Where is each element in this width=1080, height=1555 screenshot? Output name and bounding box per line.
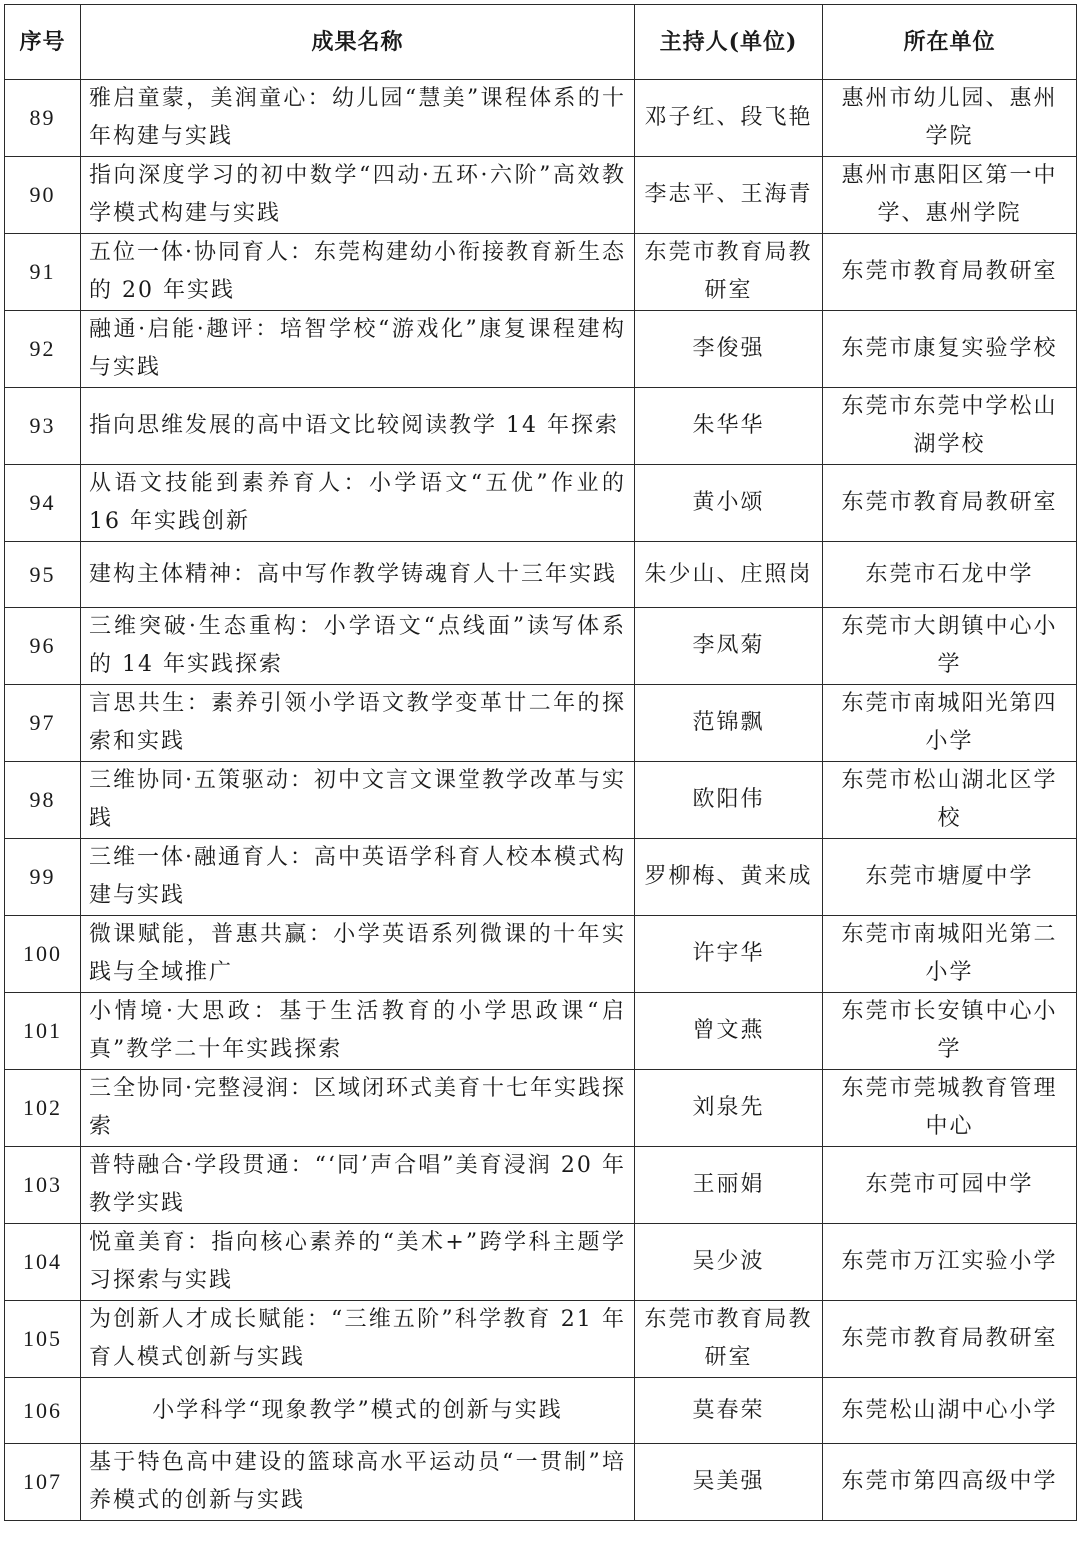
table-row <box>5 80 1077 157</box>
header-title: 成果名称 <box>81 5 635 80</box>
unit-name: 东莞市万江实验小学 <box>823 1224 1077 1301</box>
host-name: 邓子红、段飞艳 <box>635 80 823 157</box>
row-number: 107 <box>5 1444 81 1521</box>
host-name: 东莞市教育局教研室 <box>635 1301 823 1378</box>
table-row <box>5 157 1077 234</box>
row-number: 92 <box>5 311 81 388</box>
unit-name: 东莞市塘厦中学 <box>823 839 1077 916</box>
achievement-title: 普特融合·学段贯通：“‘同’声合唱”美育浸润 20 年教学实践 <box>81 1147 635 1224</box>
achievement-title: 三维突破·生态重构：小学语文“点线面”读写体系的 14 年实践探索 <box>81 608 635 685</box>
table-row <box>5 388 1077 465</box>
unit-name: 惠州市幼儿园、惠州学院 <box>823 80 1077 157</box>
row-number: 96 <box>5 608 81 685</box>
row-number: 95 <box>5 542 81 608</box>
row-number: 97 <box>5 685 81 762</box>
host-name: 吴美强 <box>635 1444 823 1521</box>
table-row <box>5 465 1077 542</box>
host-name: 黄小颂 <box>635 465 823 542</box>
host-name: 东莞市教育局教研室 <box>635 234 823 311</box>
achievement-title: 五位一体·协同育人：东莞构建幼小衔接教育新生态的 20 年实践 <box>81 234 635 311</box>
achievement-title: 微课赋能，普惠共赢：小学英语系列微课的十年实践与全域推广 <box>81 916 635 993</box>
row-number: 101 <box>5 993 81 1070</box>
host-name: 曾文燕 <box>635 993 823 1070</box>
table-row <box>5 762 1077 839</box>
host-name: 欧阳伟 <box>635 762 823 839</box>
unit-name: 东莞市莞城教育管理中心 <box>823 1070 1077 1147</box>
host-name: 王丽娟 <box>635 1147 823 1224</box>
achievement-title: 为创新人才成长赋能：“三维五阶”科学教育 21 年育人模式创新与实践 <box>81 1301 635 1378</box>
table-header <box>5 5 1077 80</box>
host-name: 莫春荣 <box>635 1378 823 1444</box>
unit-name: 东莞市松山湖北区学校 <box>823 762 1077 839</box>
results-table <box>4 4 1077 1521</box>
table-row <box>5 1070 1077 1147</box>
unit-name: 东莞市南城阳光第二小学 <box>823 916 1077 993</box>
achievement-title: 建构主体精神：高中写作教学铸魂育人十三年实践 <box>81 542 635 608</box>
unit-name: 东莞市南城阳光第四小学 <box>823 685 1077 762</box>
table-row <box>5 839 1077 916</box>
achievement-title: 三维一体·融通育人：高中英语学科育人校本模式构建与实践 <box>81 839 635 916</box>
achievement-title: 从语文技能到素养育人：小学语文“五优”作业的 16 年实践创新 <box>81 465 635 542</box>
header-unit: 所在单位 <box>823 5 1077 80</box>
table-row <box>5 1301 1077 1378</box>
row-number: 105 <box>5 1301 81 1378</box>
row-number: 103 <box>5 1147 81 1224</box>
unit-name: 东莞市大朗镇中心小学 <box>823 608 1077 685</box>
table-row <box>5 1444 1077 1521</box>
row-number: 99 <box>5 839 81 916</box>
row-number: 91 <box>5 234 81 311</box>
host-name: 刘泉先 <box>635 1070 823 1147</box>
host-name: 许宇华 <box>635 916 823 993</box>
achievement-title: 悦童美育：指向核心素养的“美术+”跨学科主题学习探索与实践 <box>81 1224 635 1301</box>
unit-name: 东莞松山湖中心小学 <box>823 1378 1077 1444</box>
achievement-title: 融通·启能·趣评：培智学校“游戏化”康复课程建构与实践 <box>81 311 635 388</box>
row-number: 90 <box>5 157 81 234</box>
table-row <box>5 1378 1077 1444</box>
unit-name: 东莞市教育局教研室 <box>823 465 1077 542</box>
achievement-title: 小学科学“现象教学”模式的创新与实践 <box>81 1378 635 1444</box>
achievement-title: 三全协同·完整浸润：区域闭环式美育十七年实践探索 <box>81 1070 635 1147</box>
table-row <box>5 234 1077 311</box>
host-name: 李俊强 <box>635 311 823 388</box>
unit-name: 东莞市教育局教研室 <box>823 1301 1077 1378</box>
achievement-title: 指向思维发展的高中语文比较阅读教学 14 年探索 <box>81 388 635 465</box>
row-number: 106 <box>5 1378 81 1444</box>
unit-name: 惠州市惠阳区第一中学、惠州学院 <box>823 157 1077 234</box>
table-row <box>5 542 1077 608</box>
table-row <box>5 993 1077 1070</box>
table-row <box>5 685 1077 762</box>
host-name: 范锦飘 <box>635 685 823 762</box>
header-row <box>5 5 1077 80</box>
unit-name: 东莞市教育局教研室 <box>823 234 1077 311</box>
achievement-title: 言思共生：素养引领小学语文教学变革廿二年的探索和实践 <box>81 685 635 762</box>
table-row <box>5 608 1077 685</box>
header-no: 序号 <box>5 5 81 80</box>
host-name: 李凤菊 <box>635 608 823 685</box>
row-number: 93 <box>5 388 81 465</box>
table-row <box>5 311 1077 388</box>
achievement-title: 雅启童蒙，美润童心：幼儿园“慧美”课程体系的十年构建与实践 <box>81 80 635 157</box>
row-number: 100 <box>5 916 81 993</box>
row-number: 94 <box>5 465 81 542</box>
table-row <box>5 916 1077 993</box>
table-body <box>5 80 1077 1521</box>
row-number: 102 <box>5 1070 81 1147</box>
unit-name: 东莞市长安镇中心小学 <box>823 993 1077 1070</box>
row-number: 98 <box>5 762 81 839</box>
host-name: 朱少山、庄照岗 <box>635 542 823 608</box>
row-number: 89 <box>5 80 81 157</box>
unit-name: 东莞市东莞中学松山湖学校 <box>823 388 1077 465</box>
host-name: 吴少波 <box>635 1224 823 1301</box>
unit-name: 东莞市第四高级中学 <box>823 1444 1077 1521</box>
achievement-title: 三维协同·五策驱动：初中文言文课堂教学改革与实践 <box>81 762 635 839</box>
row-number: 104 <box>5 1224 81 1301</box>
achievement-title: 小情境·大思政：基于生活教育的小学思政课“启真”教学二十年实践探索 <box>81 993 635 1070</box>
host-name: 李志平、王海青 <box>635 157 823 234</box>
unit-name: 东莞市康复实验学校 <box>823 311 1077 388</box>
unit-name: 东莞市可园中学 <box>823 1147 1077 1224</box>
host-name: 罗柳梅、黄来成 <box>635 839 823 916</box>
achievement-title: 指向深度学习的初中数学“四动·五环·六阶”高效教学模式构建与实践 <box>81 157 635 234</box>
host-name: 朱华华 <box>635 388 823 465</box>
table-row <box>5 1224 1077 1301</box>
unit-name: 东莞市石龙中学 <box>823 542 1077 608</box>
table-row <box>5 1147 1077 1224</box>
header-host: 主持人(单位) <box>635 5 823 80</box>
achievement-title: 基于特色高中建设的篮球高水平运动员“一贯制”培养模式的创新与实践 <box>81 1444 635 1521</box>
